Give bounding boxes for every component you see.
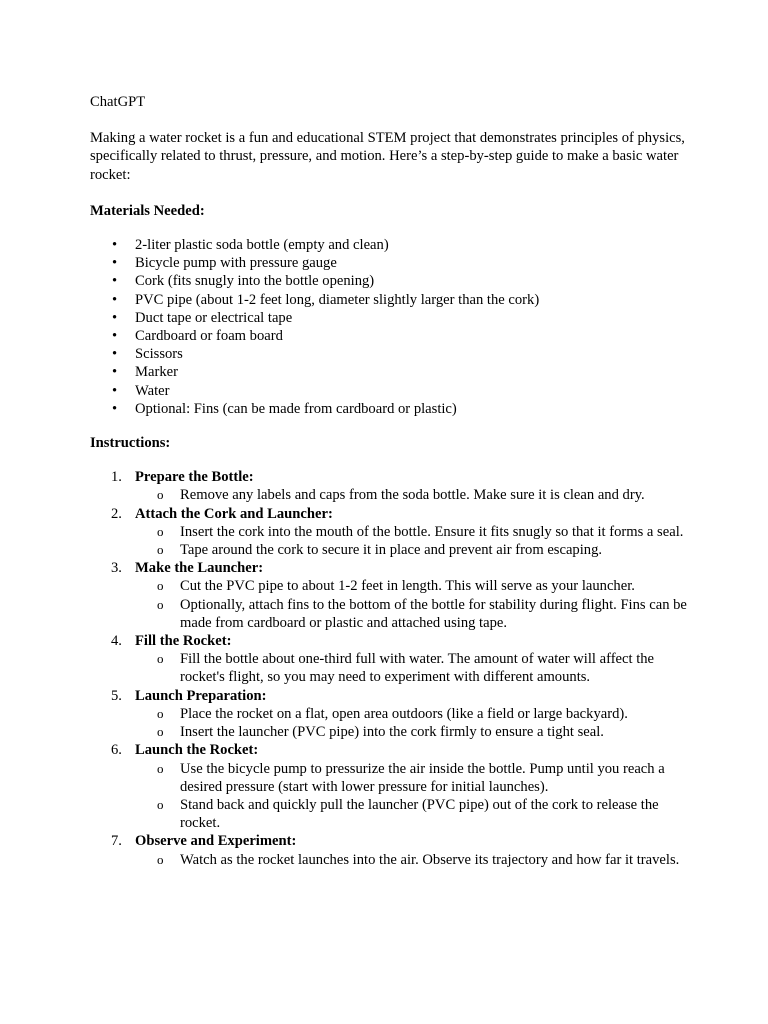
circle-bullet-icon: o: [157, 596, 164, 612]
step-title: Launch the Rocket:: [135, 742, 259, 759]
step-title: Prepare the Bottle:: [135, 469, 254, 486]
source-label: ChatGPT: [90, 94, 146, 110]
instructions-heading: Instructions:: [90, 435, 171, 452]
circle-bullet-icon: o: [157, 851, 164, 867]
step-title: Fill the Rocket:: [135, 633, 232, 650]
step-number: 1.: [111, 469, 122, 486]
bullet-icon: •: [112, 400, 118, 417]
material-item-text: Water: [135, 382, 170, 399]
instructions-list: [90, 468, 690, 868]
list-item: [135, 541, 690, 559]
step-detail-text: Tape around the cork to secure it in place and prevent air from escaping.: [180, 542, 603, 559]
step-sub-list: [135, 650, 690, 686]
instruction-step: [90, 559, 690, 632]
bullet-icon: •: [112, 273, 118, 290]
instruction-step: [90, 632, 690, 687]
bullet-icon: •: [112, 309, 118, 326]
bullet-icon: •: [112, 237, 118, 254]
list-item: [90, 309, 690, 327]
step-detail-text: Watch as the rocket launches into the air. Observe its trajectory and how far it travels.: [180, 851, 680, 868]
list-item: [135, 577, 690, 595]
step-detail-text: Insert the cork into the mouth of the bottle. Ensure it fits snugly so that it forms a seal.: [180, 523, 684, 540]
list-item: [90, 363, 690, 381]
bullet-icon: •: [112, 346, 118, 363]
step-detail-text: Use the bicycle pump to pressurize the air inside the bottle. Pump until you reach a desired pressure (start with lower pressure for initial launches).: [180, 760, 665, 795]
step-number: 4.: [111, 633, 122, 650]
step-title: Make the Launcher:: [135, 560, 264, 577]
step-title: Launch Preparation:: [135, 687, 267, 704]
list-item: [135, 760, 690, 796]
circle-bullet-icon: o: [157, 705, 164, 721]
step-number: 2.: [111, 505, 122, 522]
materials-heading: Materials Needed:: [90, 202, 205, 219]
intro-paragraph: Making a water rocket is a fun and educational STEM project that demonstrates principles of physics, specifically related to thrust, pressure, and motion. Here’s a step-by-step guide to make a basic water rocket:: [90, 130, 685, 183]
list-item: [135, 596, 690, 632]
step-title: Observe and Experiment:: [135, 833, 297, 850]
list-item: [90, 345, 690, 363]
circle-bullet-icon: o: [157, 542, 164, 558]
list-item: [90, 327, 690, 345]
list-item: [135, 486, 690, 504]
list-item: [90, 382, 690, 400]
step-sub-list: [135, 851, 690, 869]
step-sub-list: [135, 760, 690, 833]
bullet-icon: •: [112, 255, 118, 272]
step-sub-list: [135, 486, 690, 504]
list-item: [90, 236, 690, 254]
list-item: [135, 705, 690, 723]
material-item-text: Marker: [135, 364, 178, 381]
step-sub-list: [135, 523, 690, 559]
circle-bullet-icon: o: [157, 523, 164, 539]
list-item: [135, 796, 690, 832]
bullet-icon: •: [112, 328, 118, 345]
material-item-text: PVC pipe (about 1-2 feet long, diameter slightly larger than the cork): [135, 291, 540, 308]
step-sub-list: [135, 705, 690, 741]
list-item: [135, 523, 690, 541]
step-title: Attach the Cork and Launcher:: [135, 505, 333, 522]
step-number: 3.: [111, 560, 122, 577]
step-number: 7.: [111, 833, 122, 850]
material-item-text: Bicycle pump with pressure gauge: [135, 255, 337, 272]
material-item-text: 2-liter plastic soda bottle (empty and clean): [135, 237, 389, 254]
instruction-step: [90, 468, 690, 504]
material-item-text: Optional: Fins (can be made from cardboard or plastic): [135, 400, 457, 417]
material-item-text: Scissors: [135, 346, 183, 363]
bullet-icon: •: [112, 364, 118, 381]
list-item: [135, 723, 690, 741]
bullet-icon: •: [112, 291, 118, 308]
list-item: [90, 400, 690, 418]
step-detail-text: Optionally, attach fins to the bottom of the bottle for stability during flight. Fins can be made from cardboard or plastic and attached using tape.: [180, 596, 687, 631]
step-detail-text: Stand back and quickly pull the launcher (PVC pipe) out of the cork to release the rocket.: [180, 796, 659, 832]
circle-bullet-icon: o: [157, 724, 164, 740]
instruction-step: [90, 687, 690, 742]
circle-bullet-icon: o: [157, 796, 164, 812]
list-item: [90, 272, 690, 290]
step-detail-text: Insert the launcher (PVC pipe) into the cork firmly to ensure a tight seal.: [180, 724, 604, 741]
instruction-step: [90, 741, 690, 832]
document-page: [90, 93, 690, 869]
circle-bullet-icon: o: [157, 651, 164, 667]
step-detail-text: Place the rocket on a flat, open area outdoors (like a field or large backyard).: [180, 705, 628, 722]
circle-bullet-icon: o: [157, 578, 164, 594]
step-sub-list: [135, 577, 690, 632]
step-number: 5.: [111, 687, 122, 704]
materials-list: [90, 236, 690, 418]
list-item: [90, 254, 690, 272]
circle-bullet-icon: o: [157, 487, 164, 503]
list-item: [135, 650, 690, 686]
material-item-text: Cork (fits snugly into the bottle opening): [135, 273, 375, 290]
circle-bullet-icon: o: [157, 760, 164, 776]
step-detail-text: Fill the bottle about one-third full with water. The amount of water will affect the rocket's flight, so you may need to experiment with different amounts.: [180, 651, 655, 686]
list-item: [135, 851, 690, 869]
step-number: 6.: [111, 742, 122, 759]
material-item-text: Cardboard or foam board: [135, 328, 283, 345]
bullet-icon: •: [112, 382, 118, 399]
material-item-text: Duct tape or electrical tape: [135, 309, 293, 326]
list-item: [90, 291, 690, 309]
step-detail-text: Remove any labels and caps from the soda bottle. Make sure it is clean and dry.: [180, 487, 645, 504]
instruction-step: [90, 832, 690, 868]
instruction-step: [90, 505, 690, 560]
step-detail-text: Cut the PVC pipe to about 1-2 feet in length. This will serve as your launcher.: [180, 578, 635, 595]
